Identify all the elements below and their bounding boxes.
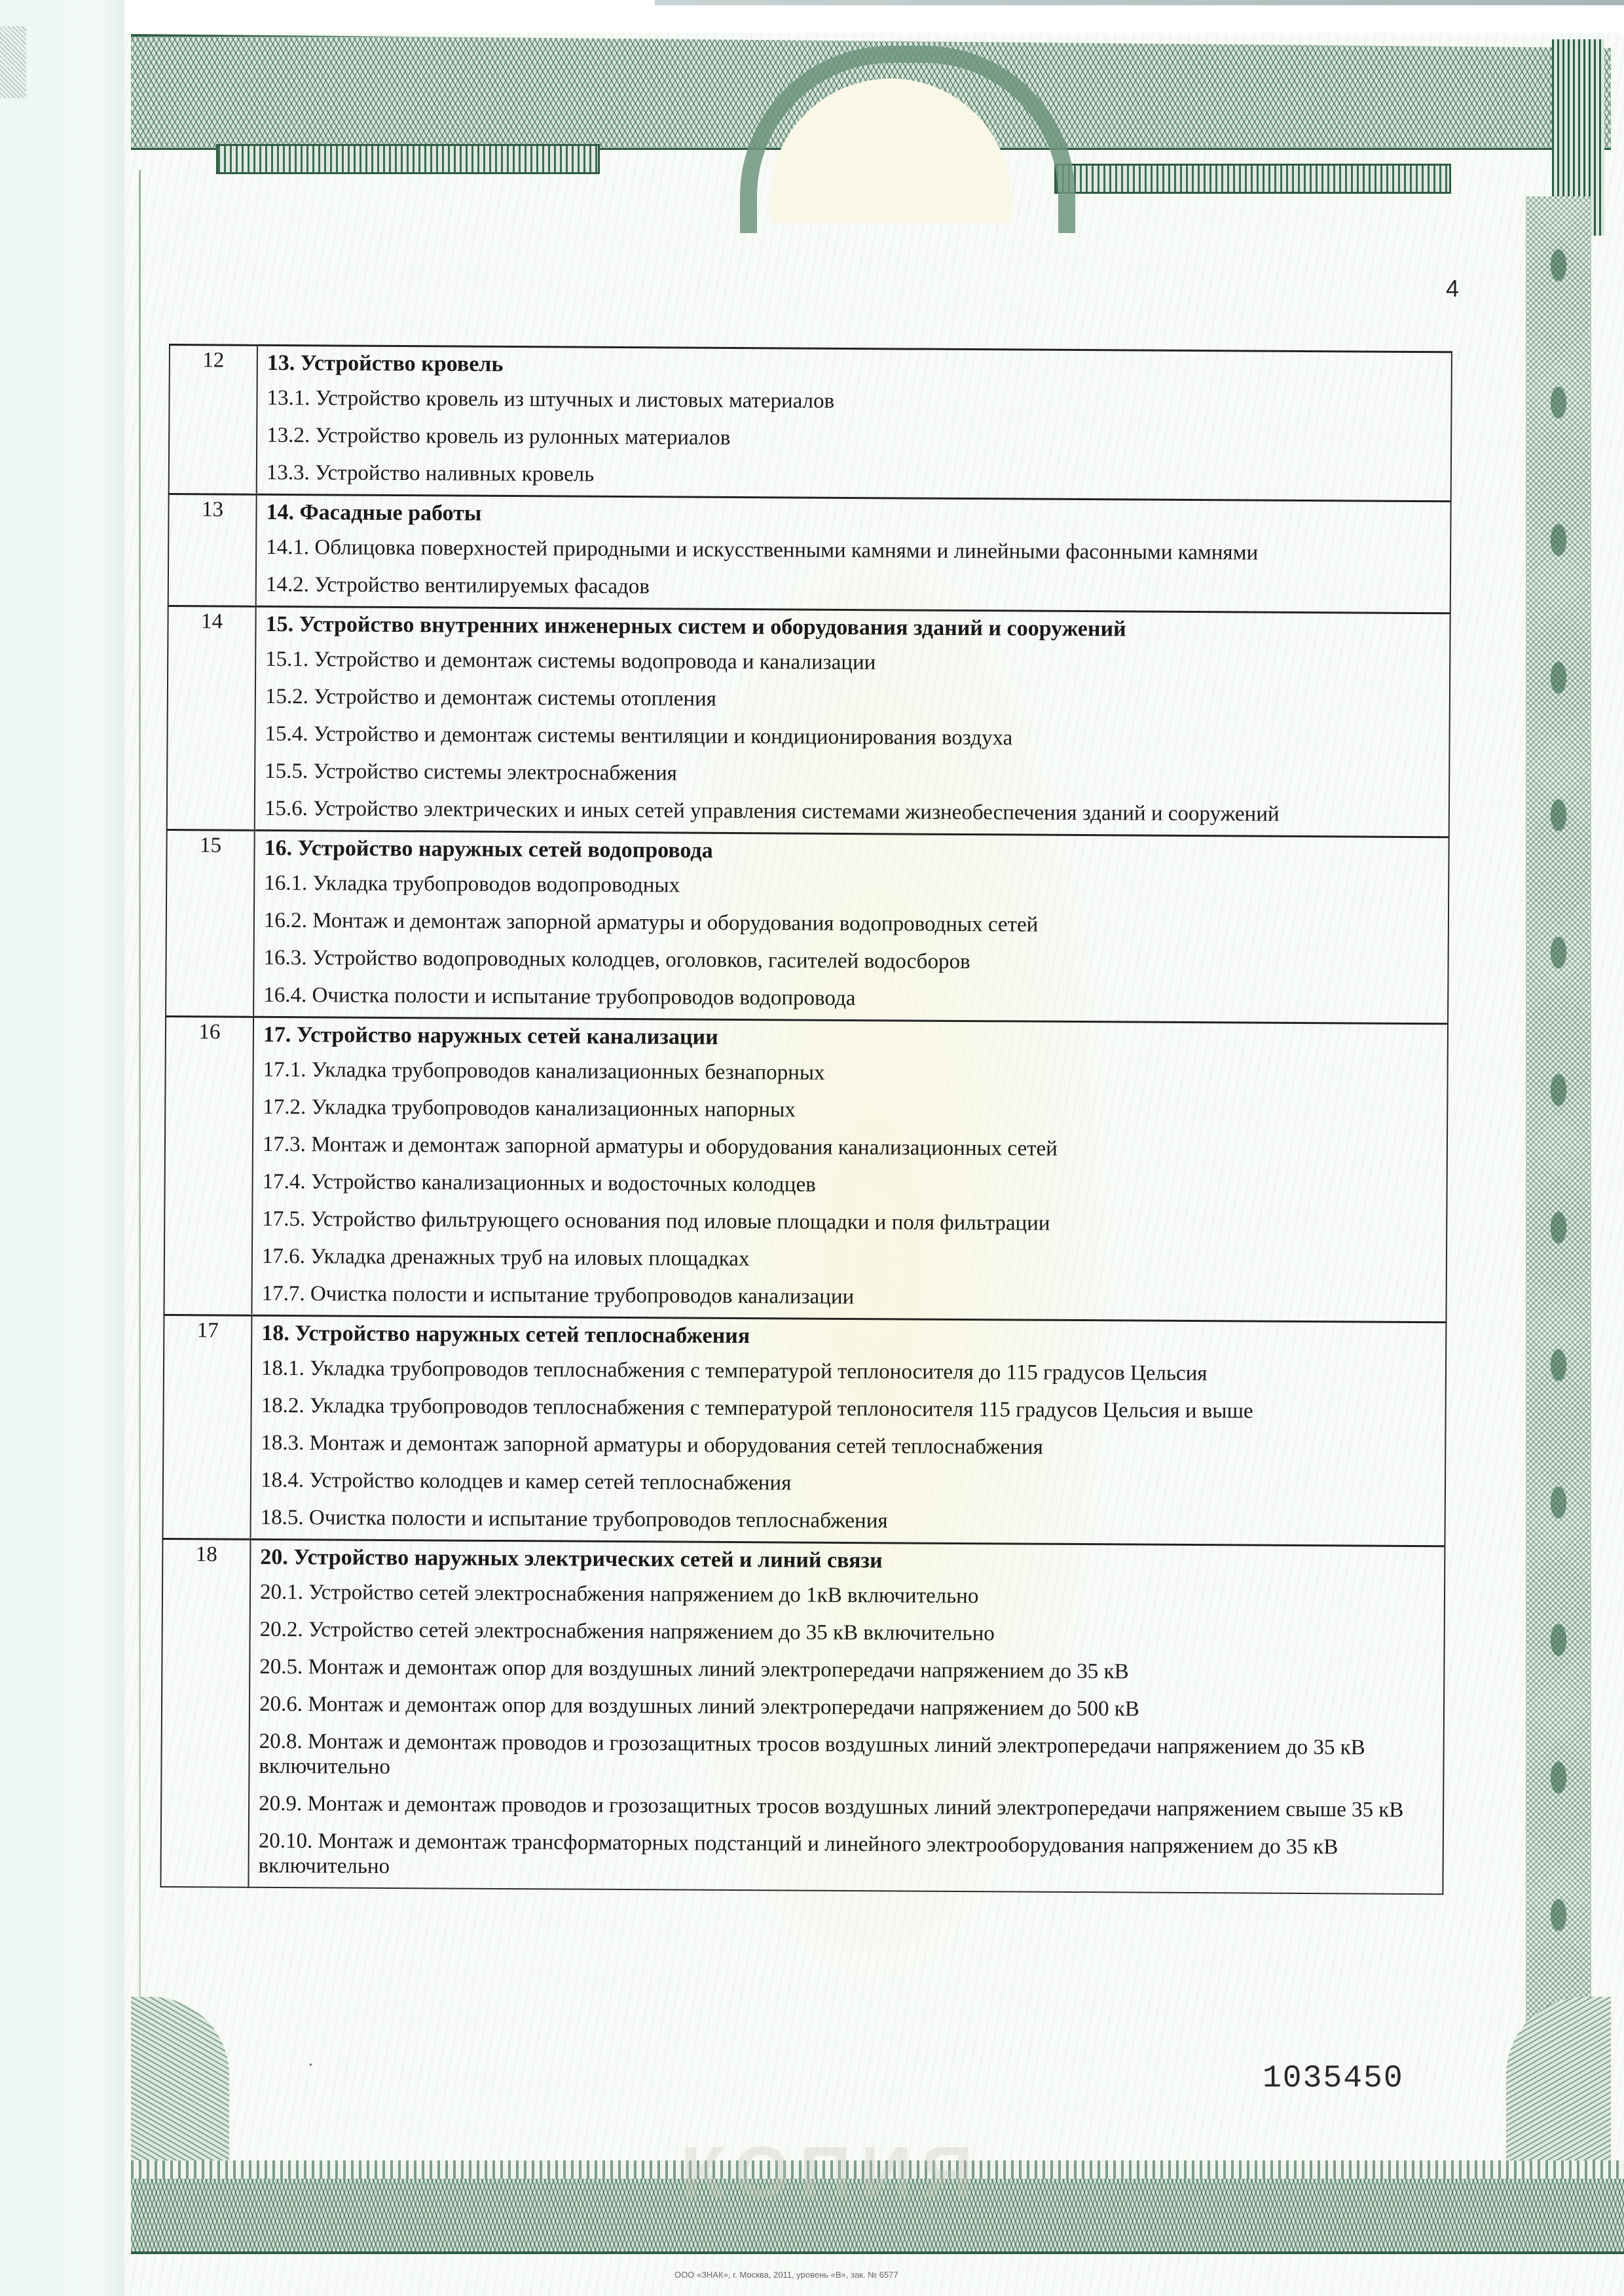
work-group-title: 16. Устройство наружных сетей водопровода	[264, 835, 713, 863]
work-item: 17.2. Укладка трубопроводов канализационных напорных	[263, 1095, 796, 1122]
work-item: 16.4. Очистка полости и испытание трубопроводов водопровода	[263, 983, 856, 1011]
row-number: 18	[160, 1539, 250, 1887]
serial-number: 1035450	[1263, 2061, 1404, 2096]
work-item: 15.4. Устройство и демонтаж системы вентиляции и кондиционирования воздуха	[265, 721, 1013, 750]
work-item: 18.1. Укладка трубопроводов теплоснабжения с температурой теплоносителя до 115 градусов Цельсия	[261, 1356, 1208, 1386]
work-item: 20.8. Монтаж и демонтаж проводов и грозозащитных тросов воздушных линий электропередачи напряжением до 35 кВ включительно	[259, 1729, 1365, 1779]
work-item: 17.1. Укладка трубопроводов канализационных безнапорных	[263, 1057, 825, 1085]
work-group-title: 15. Устройство внутренних инженерных систем и оборудования зданий и сооружений	[265, 611, 1126, 642]
work-group-cell	[250, 1315, 1446, 1546]
work-item: 15.5. Устройство системы электроснабжения	[265, 759, 677, 786]
works-table	[160, 344, 1452, 1895]
work-item: 17.5. Устройство фильтрующего основания под иловые площадки и поля фильтрации	[262, 1207, 1050, 1235]
row-number: 16	[164, 1016, 253, 1315]
table-row	[168, 494, 1451, 613]
row-number: 17	[162, 1315, 251, 1539]
table-row	[166, 829, 1449, 1023]
work-group-title: 14. Фасадные работы	[266, 500, 482, 526]
table-row	[160, 1539, 1445, 1894]
work-item: 13.3. Устройство наливных кровель	[266, 460, 595, 486]
work-item: 17.3. Монтаж и демонтаж запорной арматуры и оборудования канализационных сетей	[262, 1132, 1058, 1161]
work-item: 17.6. Укладка дренажных труб на иловых площадках	[261, 1244, 750, 1271]
work-group-title: 13. Устройство кровель	[267, 350, 504, 376]
table-row	[164, 1016, 1448, 1322]
work-group-cell	[248, 1539, 1445, 1894]
work-group-cell	[257, 345, 1452, 501]
page-number: 4	[1446, 275, 1460, 302]
work-item: 17.7. Очистка полости и испытание трубопроводов канализации	[261, 1281, 855, 1309]
previous-page-border-ornament	[0, 26, 26, 98]
previous-page-edge	[0, 0, 124, 2296]
left-border-line	[139, 170, 141, 2167]
row-number: 12	[169, 345, 257, 495]
work-item: 18.2. Укладка трубопроводов теплоснабжения с температурой теплоносителя 115 градусов Цельсия и выше	[261, 1393, 1253, 1423]
work-item: 20.1. Устройство сетей электроснабжения напряжением до 1кВ включительно	[259, 1580, 979, 1609]
work-group-title: 17. Устройство наружных сетей канализации	[263, 1022, 718, 1049]
work-item: 13.1. Устройство кровель из штучных и листовых материалов	[267, 386, 835, 413]
copy-watermark: КОПИЯ	[681, 2132, 982, 2213]
work-group-title: 20. Устройство наружных электрических сетей и линий связи	[260, 1544, 883, 1573]
work-item: 14.2. Устройство вентилируемых фасадов	[265, 572, 650, 599]
work-item: 18.5. Очистка полости и испытание трубопроводов теплоснабжения	[260, 1505, 888, 1533]
table-row	[169, 345, 1452, 501]
table-row	[162, 1315, 1446, 1546]
work-group-title: 18. Устройство наружных сетей теплоснабжения	[261, 1321, 750, 1349]
page-top-edge	[655, 0, 1624, 5]
work-item: 16.3. Устройство водопроводных колодцев, оголовков, гасителей водосборов	[263, 945, 970, 974]
work-item: 20.6. Монтаж и демонтаж опор для воздушных линий электропередачи напряжением до 500 кВ	[259, 1692, 1139, 1721]
work-item: 20.2. Устройство сетей электроснабжения напряжением до 35 кВ включительно	[259, 1617, 995, 1646]
work-group-cell	[253, 830, 1449, 1024]
printer-imprint: ООО «ЗНАК», г. Москва, 2011, уровень «В», зак. № 6577	[674, 2270, 898, 2280]
work-item: 15.2. Устройство и демонтаж системы отопления	[265, 684, 717, 711]
work-item: 17.4. Устройство канализационных и водосточных колодцев	[262, 1169, 816, 1197]
table-row	[167, 606, 1450, 837]
work-item: 20.10. Монтаж и демонтаж трансформаторных подстанций и линейного электрооборудования напряжением до 35 кВ включительно	[258, 1829, 1338, 1878]
work-group-cell	[251, 1017, 1448, 1322]
ornament-scroll-band-left	[216, 144, 600, 174]
row-number: 15	[166, 829, 255, 1017]
work-group-cell	[256, 494, 1451, 613]
work-item: 18.3. Монтаж и демонтаж запорной арматуры и оборудования сетей теплоснабжения	[261, 1430, 1043, 1459]
work-item: 15.6. Устройство электрических и иных сетей управления системами жизнеобеспечения зданий и сооружений	[264, 796, 1280, 826]
work-item: 18.4. Устройство колодцев и камер сетей теплоснабжения	[260, 1468, 792, 1495]
guilloche-border-right	[1526, 196, 1591, 2213]
print-speck	[310, 2064, 312, 2066]
work-item: 16.1. Укладка трубопроводов водопроводных	[264, 871, 680, 898]
work-item: 20.9. Монтаж и демонтаж проводов и грозозащитных тросов воздушных линий электропередачи напряжением свыше 35 кВ	[259, 1791, 1404, 1822]
work-item: 14.1. Облицовка поверхностей природными и искусственными камнями и линейными фасонными камнями	[266, 535, 1259, 565]
row-number: 14	[167, 606, 256, 830]
work-item: 16.2. Монтаж и демонтаж запорной арматуры и оборудования водопроводных сетей	[263, 908, 1039, 937]
work-item: 15.1. Устройство и демонтаж системы водопровода и канализации	[265, 647, 876, 675]
row-number: 13	[168, 494, 257, 607]
work-group-cell	[255, 606, 1450, 837]
ornament-scroll-band-right	[1054, 164, 1451, 194]
work-item: 20.5. Монтаж и демонтаж опор для воздушных линий электропередачи напряжением до 35 кВ	[259, 1654, 1129, 1684]
work-item: 13.2. Устройство кровель из рулонных материалов	[267, 423, 731, 450]
